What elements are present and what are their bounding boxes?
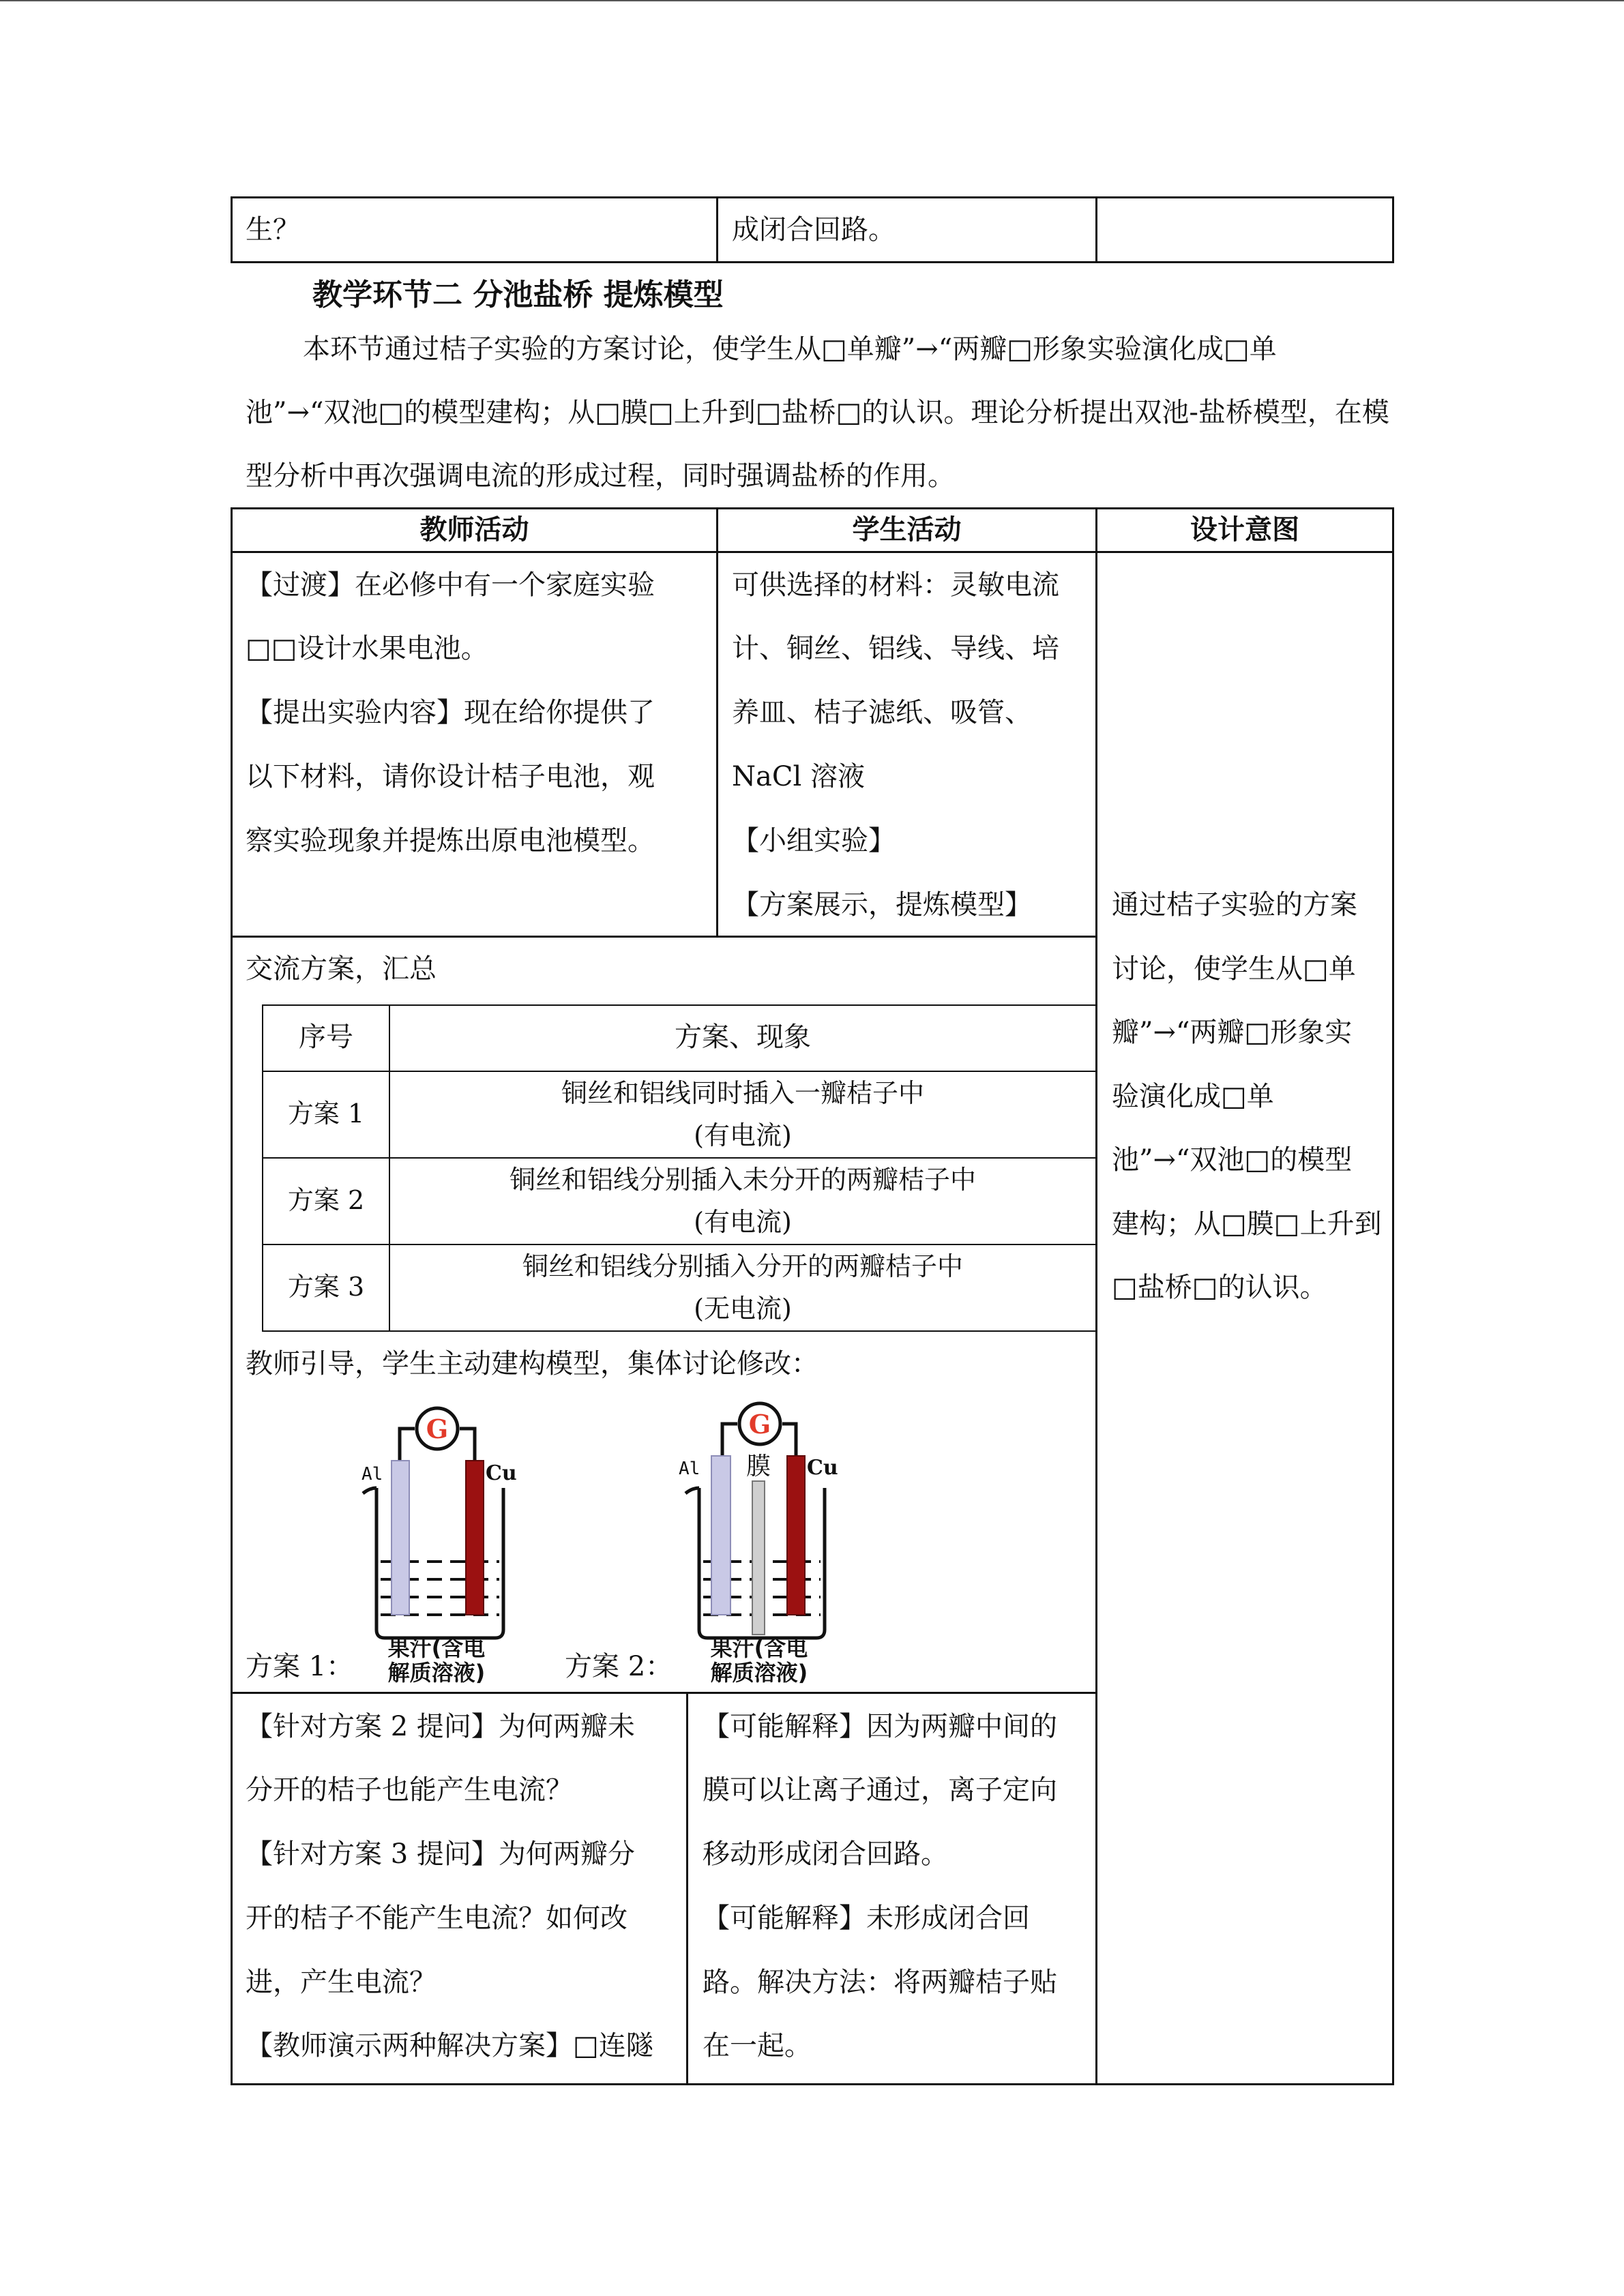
copper-electrode <box>466 1461 484 1615</box>
aluminum-electrode <box>392 1461 409 1615</box>
plan-1-result: (有电流) <box>694 1120 792 1150</box>
intro-line-3: 型分析中再次强调电流的形成过程，同时强调盐桥的作用。 <box>246 460 955 492</box>
membrane <box>752 1481 765 1635</box>
plan-2-id: 方案 2 <box>287 1185 365 1215</box>
teacher-question-line: 【针对方案 2 提问】为何两瓣未 <box>246 1711 635 1742</box>
teacher-text-line: □□设计水果电池。 <box>246 633 488 664</box>
inner-header-plan: 方案、现象 <box>675 1022 811 1053</box>
header-teacher-activity: 教师活动 <box>419 514 529 546</box>
teacher-question-line: 【针对方案 3 提问】为何两瓣分 <box>246 1838 635 1870</box>
section-title: 教学环节二 分池盐桥 提炼模型 <box>312 278 724 312</box>
student-text-line: 【小组实验】 <box>732 825 896 856</box>
plan-2-desc: 铜丝和铝线分别插入未分开的两瓣桔子中 <box>509 1165 976 1195</box>
cu-label: Cu <box>486 1461 517 1485</box>
continuation-teacher-text: 生？ <box>246 214 300 245</box>
plan-3-result: (无电流) <box>694 1294 792 1324</box>
plan-3-id: 方案 3 <box>287 1272 365 1302</box>
design-intent-line: 验演化成□单 <box>1112 1081 1274 1112</box>
exchange-label: 交流方案，汇总 <box>246 953 437 985</box>
student-text-line: 计、铜丝、铝线、导线、培 <box>732 633 1059 664</box>
student-text-line: NaCl 溶液 <box>732 761 865 792</box>
design-intent-line: 通过桔子实验的方案 <box>1112 889 1357 921</box>
continuation-student-text: 成闭合回路。 <box>732 214 896 245</box>
intro-line-1: 本环节通过桔子实验的方案讨论，使学生从□单瓣”→“两瓣□形象实验演化成□单 <box>303 333 1277 365</box>
plan-2-result: (有电流) <box>694 1207 792 1237</box>
design-intent-line: 讨论，使学生从□单 <box>1112 953 1356 985</box>
plan-3-desc: 铜丝和铝线分别插入分开的两瓣桔子中 <box>522 1251 963 1281</box>
plan-1-desc: 铜丝和铝线同时插入一瓣桔子中 <box>561 1078 924 1108</box>
inner-header-id: 序号 <box>299 1022 353 1053</box>
header-design-intent: 设计意图 <box>1190 514 1299 546</box>
design-intent-line: 建构；从□膜□上升到 <box>1112 1208 1382 1240</box>
cu-label: Cu <box>807 1456 838 1480</box>
design-intent-line: □盐桥□的认识。 <box>1112 1272 1327 1303</box>
teacher-question-line: 开的桔子不能产生电流？如何改 <box>246 1903 628 1934</box>
galvanometer-symbol: G <box>426 1414 449 1444</box>
design-intent-line: 池”→“双池□的模型 <box>1112 1144 1353 1176</box>
caption-line-1: 果汁(含电 <box>710 1635 808 1661</box>
caption-line-2: 解质溶液) <box>387 1660 486 1684</box>
diagram-1-label: 方案 1： <box>246 1651 354 1682</box>
teacher-text-line: 察实验现象并提炼出原电池模型。 <box>246 825 655 856</box>
teacher-question-line: 【教师演示两种解决方案】□连隧 <box>246 2030 653 2061</box>
student-answer-line: 路。解决方法：将两瓣桔子贴 <box>703 1967 1057 1998</box>
aluminum-electrode <box>711 1456 730 1615</box>
copper-electrode <box>787 1456 805 1615</box>
al-label: Al <box>361 1464 383 1485</box>
student-text-line: 可供选择的材料：灵敏电流 <box>732 569 1059 601</box>
student-answer-line: 【可能解释】未形成闭合回 <box>703 1903 1030 1934</box>
teacher-text-line: 【过渡】在必修中有一个家庭实验 <box>246 569 655 601</box>
student-text-line: 【方案展示，提炼模型】 <box>732 889 1032 921</box>
intro-line-2: 池”→“双池□的模型建构；从□膜□上升到□盐桥□的认识。理论分析提出双池-盐桥模型，在模 <box>246 397 1389 428</box>
guide-text: 教师引导，学生主动建构模型，集体讨论修改： <box>246 1348 818 1380</box>
diagram-2-beaker <box>672 1398 876 1684</box>
membrane-label: 膜 <box>745 1452 771 1480</box>
al-label: Al <box>679 1459 700 1479</box>
plan-1-id: 方案 1 <box>287 1099 365 1129</box>
student-answer-line: 移动形成闭合回路。 <box>703 1838 948 1870</box>
caption-line-2: 解质溶液) <box>710 1660 808 1684</box>
teacher-text-line: 【提出实验内容】现在给你提供了 <box>246 697 655 728</box>
student-answer-line: 膜可以让离子通过，离子定向 <box>703 1774 1057 1806</box>
caption-line-1: 果汁(含电 <box>387 1635 486 1661</box>
teacher-question-line: 进，产生电流？ <box>246 1967 437 1998</box>
diagram-1-beaker <box>355 1398 559 1684</box>
teacher-text-line: 以下材料，请你设计桔子电池，观 <box>246 761 655 792</box>
galvanometer-symbol: G <box>748 1409 771 1440</box>
page-top-border <box>0 0 1624 1</box>
design-intent-line: 瓣”→“两瓣□形象实 <box>1112 1017 1353 1048</box>
teacher-question-line: 分开的桔子也能产生电流？ <box>246 1774 573 1806</box>
student-answer-line: 在一起。 <box>703 2030 812 2061</box>
student-text-line: 养皿、桔子滤纸、吸管、 <box>732 697 1032 728</box>
student-answer-line: 【可能解释】因为两瓣中间的 <box>703 1711 1057 1742</box>
header-student-activity: 学生活动 <box>852 514 962 546</box>
diagram-2-label: 方案 2： <box>565 1651 673 1682</box>
